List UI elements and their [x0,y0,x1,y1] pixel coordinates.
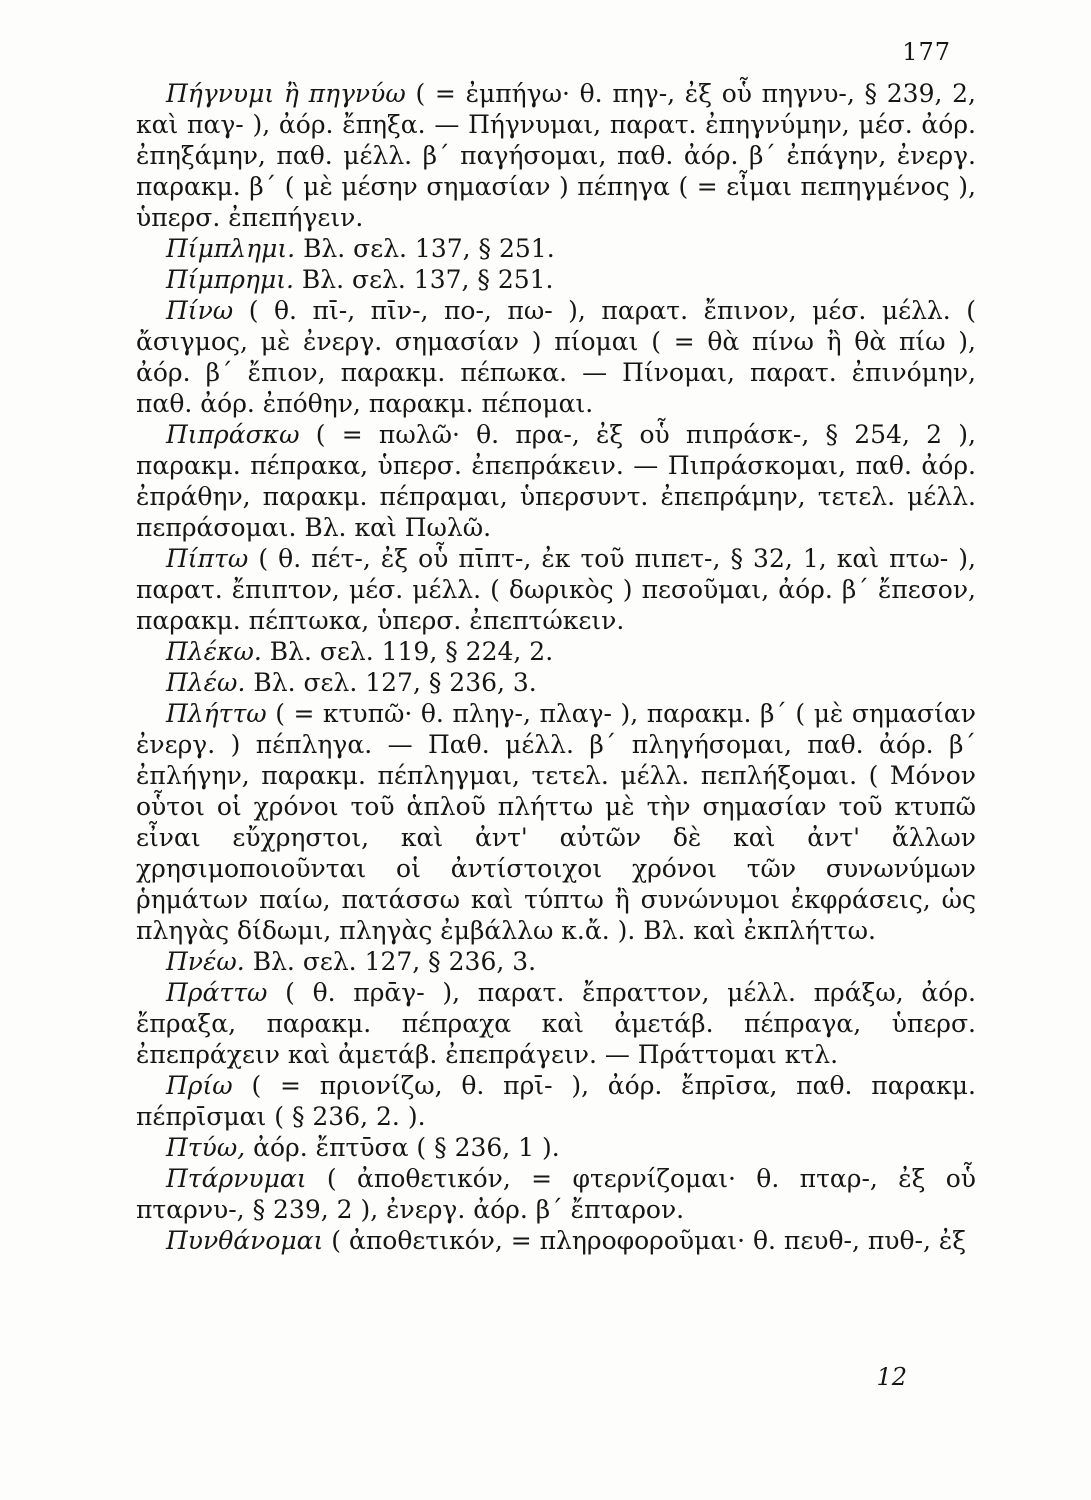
verb-forms: ( ἀποθετικόν, = πληροφοροῦμαι· θ. πευθ-, πυθ-, ἐξ [331,1226,967,1255]
verb-forms: Βλ. σελ. 137, § 251. [303,234,555,263]
verb-entry [136,977,976,1070]
verb-entry [136,636,976,667]
verb-entry [136,78,976,233]
verb-lemma: Πίμπρημι. [166,265,294,294]
verb-entry [136,667,976,698]
verb-lemma: Πτάρνυμαι [166,1164,307,1193]
verb-forms: ( = ἐμπήγω· θ. πηγ-, ἐξ οὗ πηγνυ-, § 239, 2, καὶ παγ- ), ἀόρ. ἔπηξα. — Πήγνυμαι, παρατ. ἐπηγνύμην, μέσ. ἀόρ. ἐπηξάμην, παθ. μέλλ. β΄ παγήσομαι, παθ. ἀόρ. β΄ ἐπάγην, ἐνεργ. παρακμ. β΄ ( μὲ μέσην σημασίαν ) πέπηγα ( = εἶμαι πεπηγμένος ), ὑπερσ. ἐπεπήγειν. [136,79,976,232]
verb-lemma: Πρίω [166,1071,233,1100]
verb-forms: ( = πωλῶ· θ. πρα-, ἐξ οὗ πιπράσκ-, § 254, 2 ), παρακμ. πέπρακα, ὑπερσ. ἐπεπράκειν. — Πιπράσκομαι, παθ. ἀόρ. ἐπράθην, παρακμ. πέπραμαι, ὑπερσυντ. ἐπεπράμην, τετελ. μέλλ. πεπράσομαι. Βλ. καὶ Πωλῶ. [136,420,976,542]
verb-entry [136,1132,976,1163]
verb-lemma: Πτύω, [166,1133,246,1162]
verb-lemma: Πράττω [166,978,268,1007]
verb-forms: ( θ. πέτ-, ἐξ οὗ πῑπτ-, ἐκ τοῦ πιπετ-, § 32, 1, καὶ πτω- ), παρατ. ἔπιπτον, μέσ. μέλλ. ( δωρικὸς ) πεσοῦμαι, ἀόρ. β΄ ἔπεσον, παρακμ. πέπτωκα, ὑπερσ. ἐπεπτώκειν. [136,544,976,635]
verb-entry [136,543,976,636]
verb-lemma: Πυνθάνομαι [166,1226,324,1255]
page-number: 177 [902,38,951,66]
verb-forms: Βλ. σελ. 127, § 236, 3. [252,947,537,976]
signature-mark: 12 [876,1363,907,1391]
verb-forms: ( ἀποθετικόν, = φτερνίζομαι· θ. πταρ-, ἐξ οὗ πταρνυ-, § 239, 2 ), ἐνεργ. ἀόρ. β΄ ἔπταρον. [136,1164,977,1224]
verb-entry [136,1225,976,1256]
verb-lemma: Πιπράσκω [166,420,300,449]
verb-entry [136,419,976,543]
verb-lemma: Πνέω. [166,947,245,976]
verb-lemma: Πίπτω [166,544,249,573]
verb-forms: ( = πριονίζω, θ. πρῑ- ), ἀόρ. ἔπρῑσα, παθ. παρακμ. πέπρῑσμαι ( § 236, 2. ). [136,1071,976,1131]
verb-forms: Βλ. σελ. 127, § 236, 3. [253,668,537,697]
verb-lemma: Πλέκω. [166,637,262,666]
verb-lemma: Πίνω [166,296,234,325]
verb-forms: ( = κτυπῶ· θ. πληγ-, πλαγ- ), παρακμ. β΄ ( μὲ σημασίαν ἐνεργ. ) πέπληγα. — Παθ. μέλλ. β΄ πληγήσομαι, παθ. ἀόρ. β΄ ἐπλήγην, παρακμ. πέπληγμαι, τετελ. μέλλ. πεπλήξομαι. ( Μόνον οὗτοι οἱ χρόνοι τοῦ ἁπλοῦ πλήττω μὲ τὴν σημασίαν τοῦ κτυπῶ εἶναι εὔχρηστοι, καὶ ἀντ' αὐτῶν δὲ καὶ ἀντ' ἄλλων χρησιμοποιοῦνται οἱ ἀντίστοιχοι χρόνοι τῶν συνωνύμων ῥημάτων παίω, πατάσσω καὶ τύπτω ἢ συνώνυμοι ἐκφράσεις, ὡς πληγὰς δίδωμι, πληγὰς ἐμβάλλω κ.ἄ. ). Βλ. καὶ ἐκπλήττω. [136,699,976,945]
verb-entry [136,946,976,977]
verb-entry [136,264,976,295]
verb-entry [136,1163,976,1225]
verb-lemma: Πίμπλημι. [166,234,296,263]
verb-entry [136,233,976,264]
verb-forms: Βλ. σελ. 137, § 251. [301,265,554,294]
verb-list [136,78,976,1256]
verb-lemma: Πήγνυμι ἢ πηγνύω [166,79,406,108]
verb-forms: ἀόρ. ἔπτῡσα ( § 236, 1 ). [253,1133,560,1162]
verb-forms: ( θ. πρᾱγ- ), παρατ. ἔπραττον, μέλλ. πράξω, ἀόρ. ἔπραξα, παρακμ. πέπραχα καὶ ἀμετάβ. πέπραγα, ὑπερσ. ἐπεπράχειν καὶ ἀμετάβ. ἐπεπράγειν. — Πράττομαι κτλ. [136,978,977,1069]
verb-lemma: Πλέω. [166,668,246,697]
verb-entry [136,698,976,946]
verb-forms: Βλ. σελ. 119, § 224, 2. [269,637,554,666]
verb-lemma: Πλήττω [166,699,267,728]
verb-entry [136,295,976,419]
verb-entry [136,1070,976,1132]
verb-forms: ( θ. πῑ-, πῑν-, πο-, πω- ), παρατ. ἔπινον, μέσ. μέλλ. ( ἄσιγμος, μὲ ἐνεργ. σημασίαν ) πίομαι ( = θὰ πίνω ἢ θὰ πίω ), ἀόρ. β΄ ἔπιον, παρακμ. πέπωκα. — Πίνομαι, παρατ. ἐπινόμην, παθ. ἀόρ. ἐπόθην, παρακμ. πέπομαι. [136,296,976,418]
